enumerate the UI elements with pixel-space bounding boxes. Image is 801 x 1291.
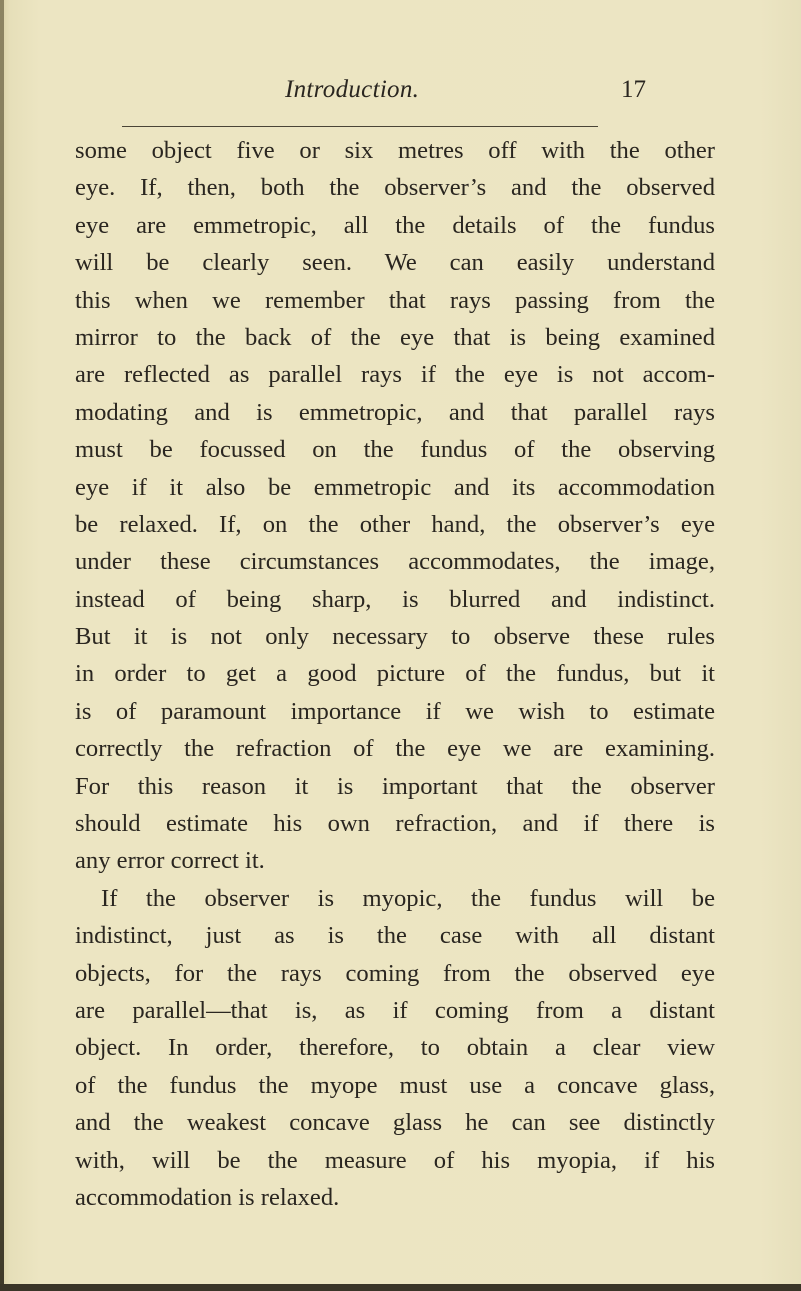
- text-line: under these circumstances accommodates, the image,: [75, 548, 715, 576]
- running-title: Introduction.: [285, 76, 420, 103]
- text-line: objects, for the rays coming from the observed eye: [75, 959, 715, 987]
- text-line: instead of being sharp, is blurred and indistinct.: [75, 585, 715, 613]
- text-line: If the observer is myopic, the fundus will be: [101, 884, 715, 912]
- text-line: any error correct it.: [75, 847, 265, 875]
- text-line: indistinct, just as is the case with all distant: [75, 922, 715, 950]
- text-line: But it is not only necessary to observe these rules: [75, 623, 715, 651]
- text-line: correctly the refraction of the eye we are examining.: [75, 735, 715, 763]
- text-line: are parallel—that is, as if coming from a distant: [75, 996, 715, 1024]
- text-line: be relaxed. If, on the other hand, the observer’s eye: [75, 510, 715, 538]
- text-line: are reflected as parallel rays if the eye is not accom-: [75, 361, 715, 389]
- text-line: and the weakest concave glass he can see distinctly: [75, 1109, 715, 1137]
- text-line: eye if it also be emmetropic and its accommodation: [75, 473, 715, 501]
- text-line: this when we remember that rays passing from the: [75, 286, 715, 314]
- text-line: must be focussed on the fundus of the observing: [75, 436, 715, 464]
- body-text: [75, 132, 715, 1216]
- text-line: For this reason it is important that the observer: [75, 772, 715, 800]
- text-line: object. In order, therefore, to obtain a clear view: [75, 1034, 715, 1062]
- page-binding-edge: [0, 0, 4, 1291]
- text-line: eye are emmetropic, all the details of the fundus: [75, 211, 715, 239]
- text-line: will be clearly seen. We can easily understand: [75, 249, 715, 277]
- page-number: 17: [621, 76, 646, 103]
- text-line: mirror to the back of the eye that is being examined: [75, 323, 715, 351]
- text-line: eye. If, then, both the observer’s and the observed: [75, 174, 715, 202]
- page-bottom-edge: [0, 1284, 801, 1291]
- text-line: of the fundus the myope must use a concave glass,: [75, 1071, 715, 1099]
- text-line: with, will be the measure of his myopia, if his: [75, 1146, 715, 1174]
- text-line: is of paramount importance if we wish to estimate: [75, 697, 715, 725]
- header-rule: [122, 126, 598, 127]
- text-line: accommodation is relaxed.: [75, 1183, 340, 1211]
- text-line: in order to get a good picture of the fundus, but it: [75, 660, 715, 688]
- text-line: should estimate his own refraction, and if there is: [75, 810, 715, 838]
- text-line: some object five or six metres off with the other: [75, 137, 715, 164]
- text-line: modating and is emmetropic, and that parallel rays: [75, 398, 715, 426]
